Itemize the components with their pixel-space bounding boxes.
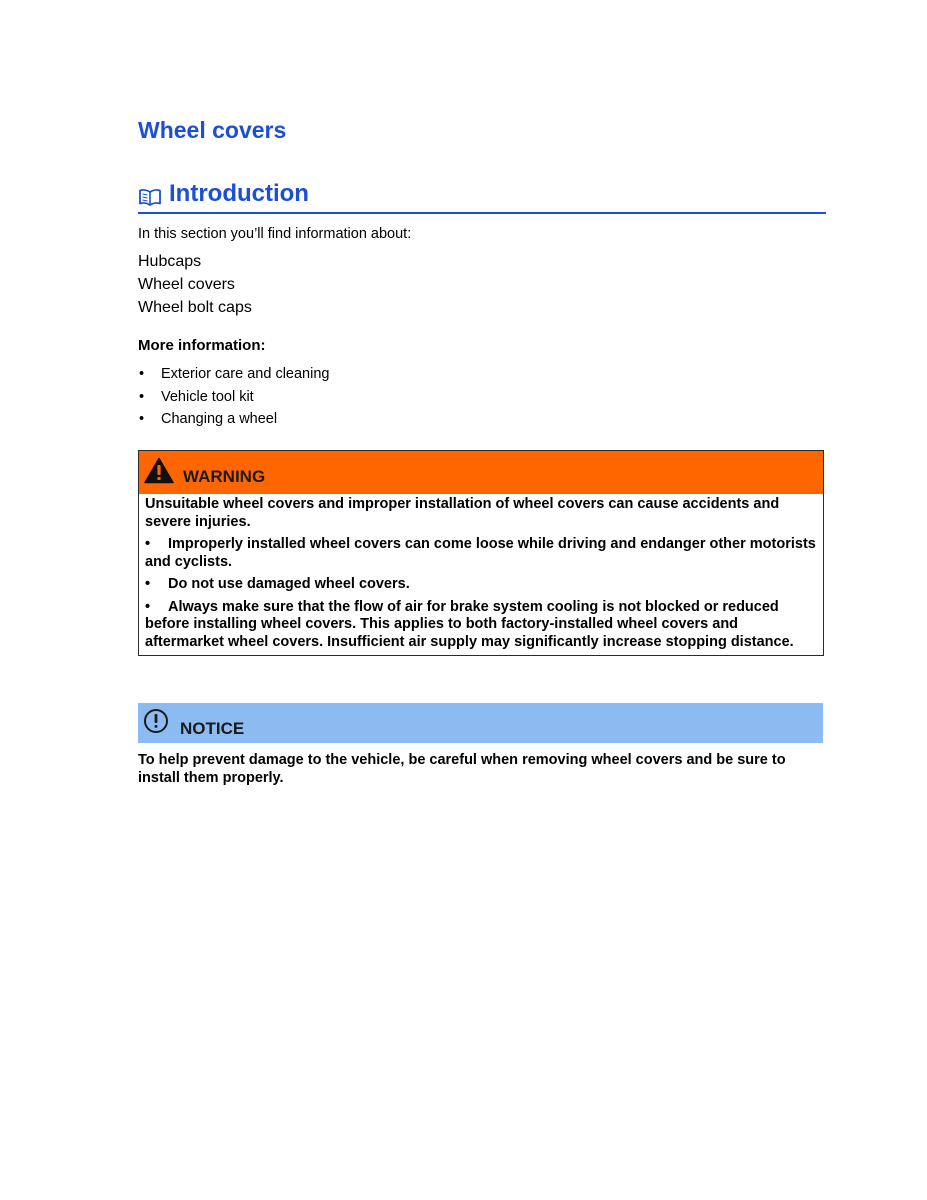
warning-item (145, 536, 817, 571)
more-information-item[interactable] (138, 363, 329, 386)
more-information-link[interactable]: Changing a wheel (161, 411, 278, 427)
bullet: • (145, 598, 151, 615)
more-information-link[interactable]: Exterior care and cleaning (161, 366, 330, 382)
topic-list (138, 250, 252, 319)
warning-item (145, 599, 817, 652)
warning-body (139, 494, 823, 655)
more-information-item[interactable] (138, 408, 329, 431)
topic-item[interactable]: Wheel covers (138, 276, 235, 293)
more-information-link[interactable]: Vehicle tool kit (161, 388, 254, 405)
warning-item-text: Improperly installed wheel covers can come loose while driving and endanger other motorists and cyclists. (145, 536, 816, 570)
warning-box (138, 450, 824, 656)
warning-item-text: Always make sure that the flow of air for brake system cooling is not blocked or reduced before installing wheel covers. This applies to both factory-installed wheel covers and aftermarket wheel covers. Insufficient air supply may significantly increase stopping distance. (145, 598, 794, 650)
more-information-item[interactable] (138, 386, 329, 409)
warning-item-text: Do not use damaged wheel covers. (168, 576, 410, 592)
topic-item[interactable]: Wheel bolt caps (138, 299, 252, 316)
book-icon (138, 188, 162, 206)
notice-text: To help prevent damage to the vehicle, be careful when removing wheel covers and be sure to install them properly. (138, 752, 786, 786)
section-header (138, 180, 826, 214)
bullet: • (145, 536, 151, 552)
warning-header (139, 451, 823, 494)
bullet: • (139, 366, 145, 382)
notice-header (138, 703, 823, 743)
warning-triangle-icon (144, 457, 174, 484)
topic-item[interactable]: Hubcaps (138, 253, 202, 270)
warning-item (145, 576, 817, 594)
warning-lead: Unsuitable wheel covers and improper installation of wheel covers can cause accidents and severe injuries. (145, 496, 780, 530)
notice-label: NOTICE (180, 719, 245, 738)
warning-label: WARNING (183, 467, 266, 486)
bullet: • (139, 388, 145, 405)
more-information-heading: More information: (138, 337, 266, 354)
bullet: • (139, 411, 145, 427)
page-title: Wheel covers (138, 117, 287, 143)
exclamation-circle-icon (143, 708, 169, 734)
bullet: • (145, 576, 151, 592)
more-information-list (138, 363, 329, 431)
section-title: Introduction (169, 180, 309, 207)
intro-text: In this section you’ll find information about: (138, 226, 412, 242)
